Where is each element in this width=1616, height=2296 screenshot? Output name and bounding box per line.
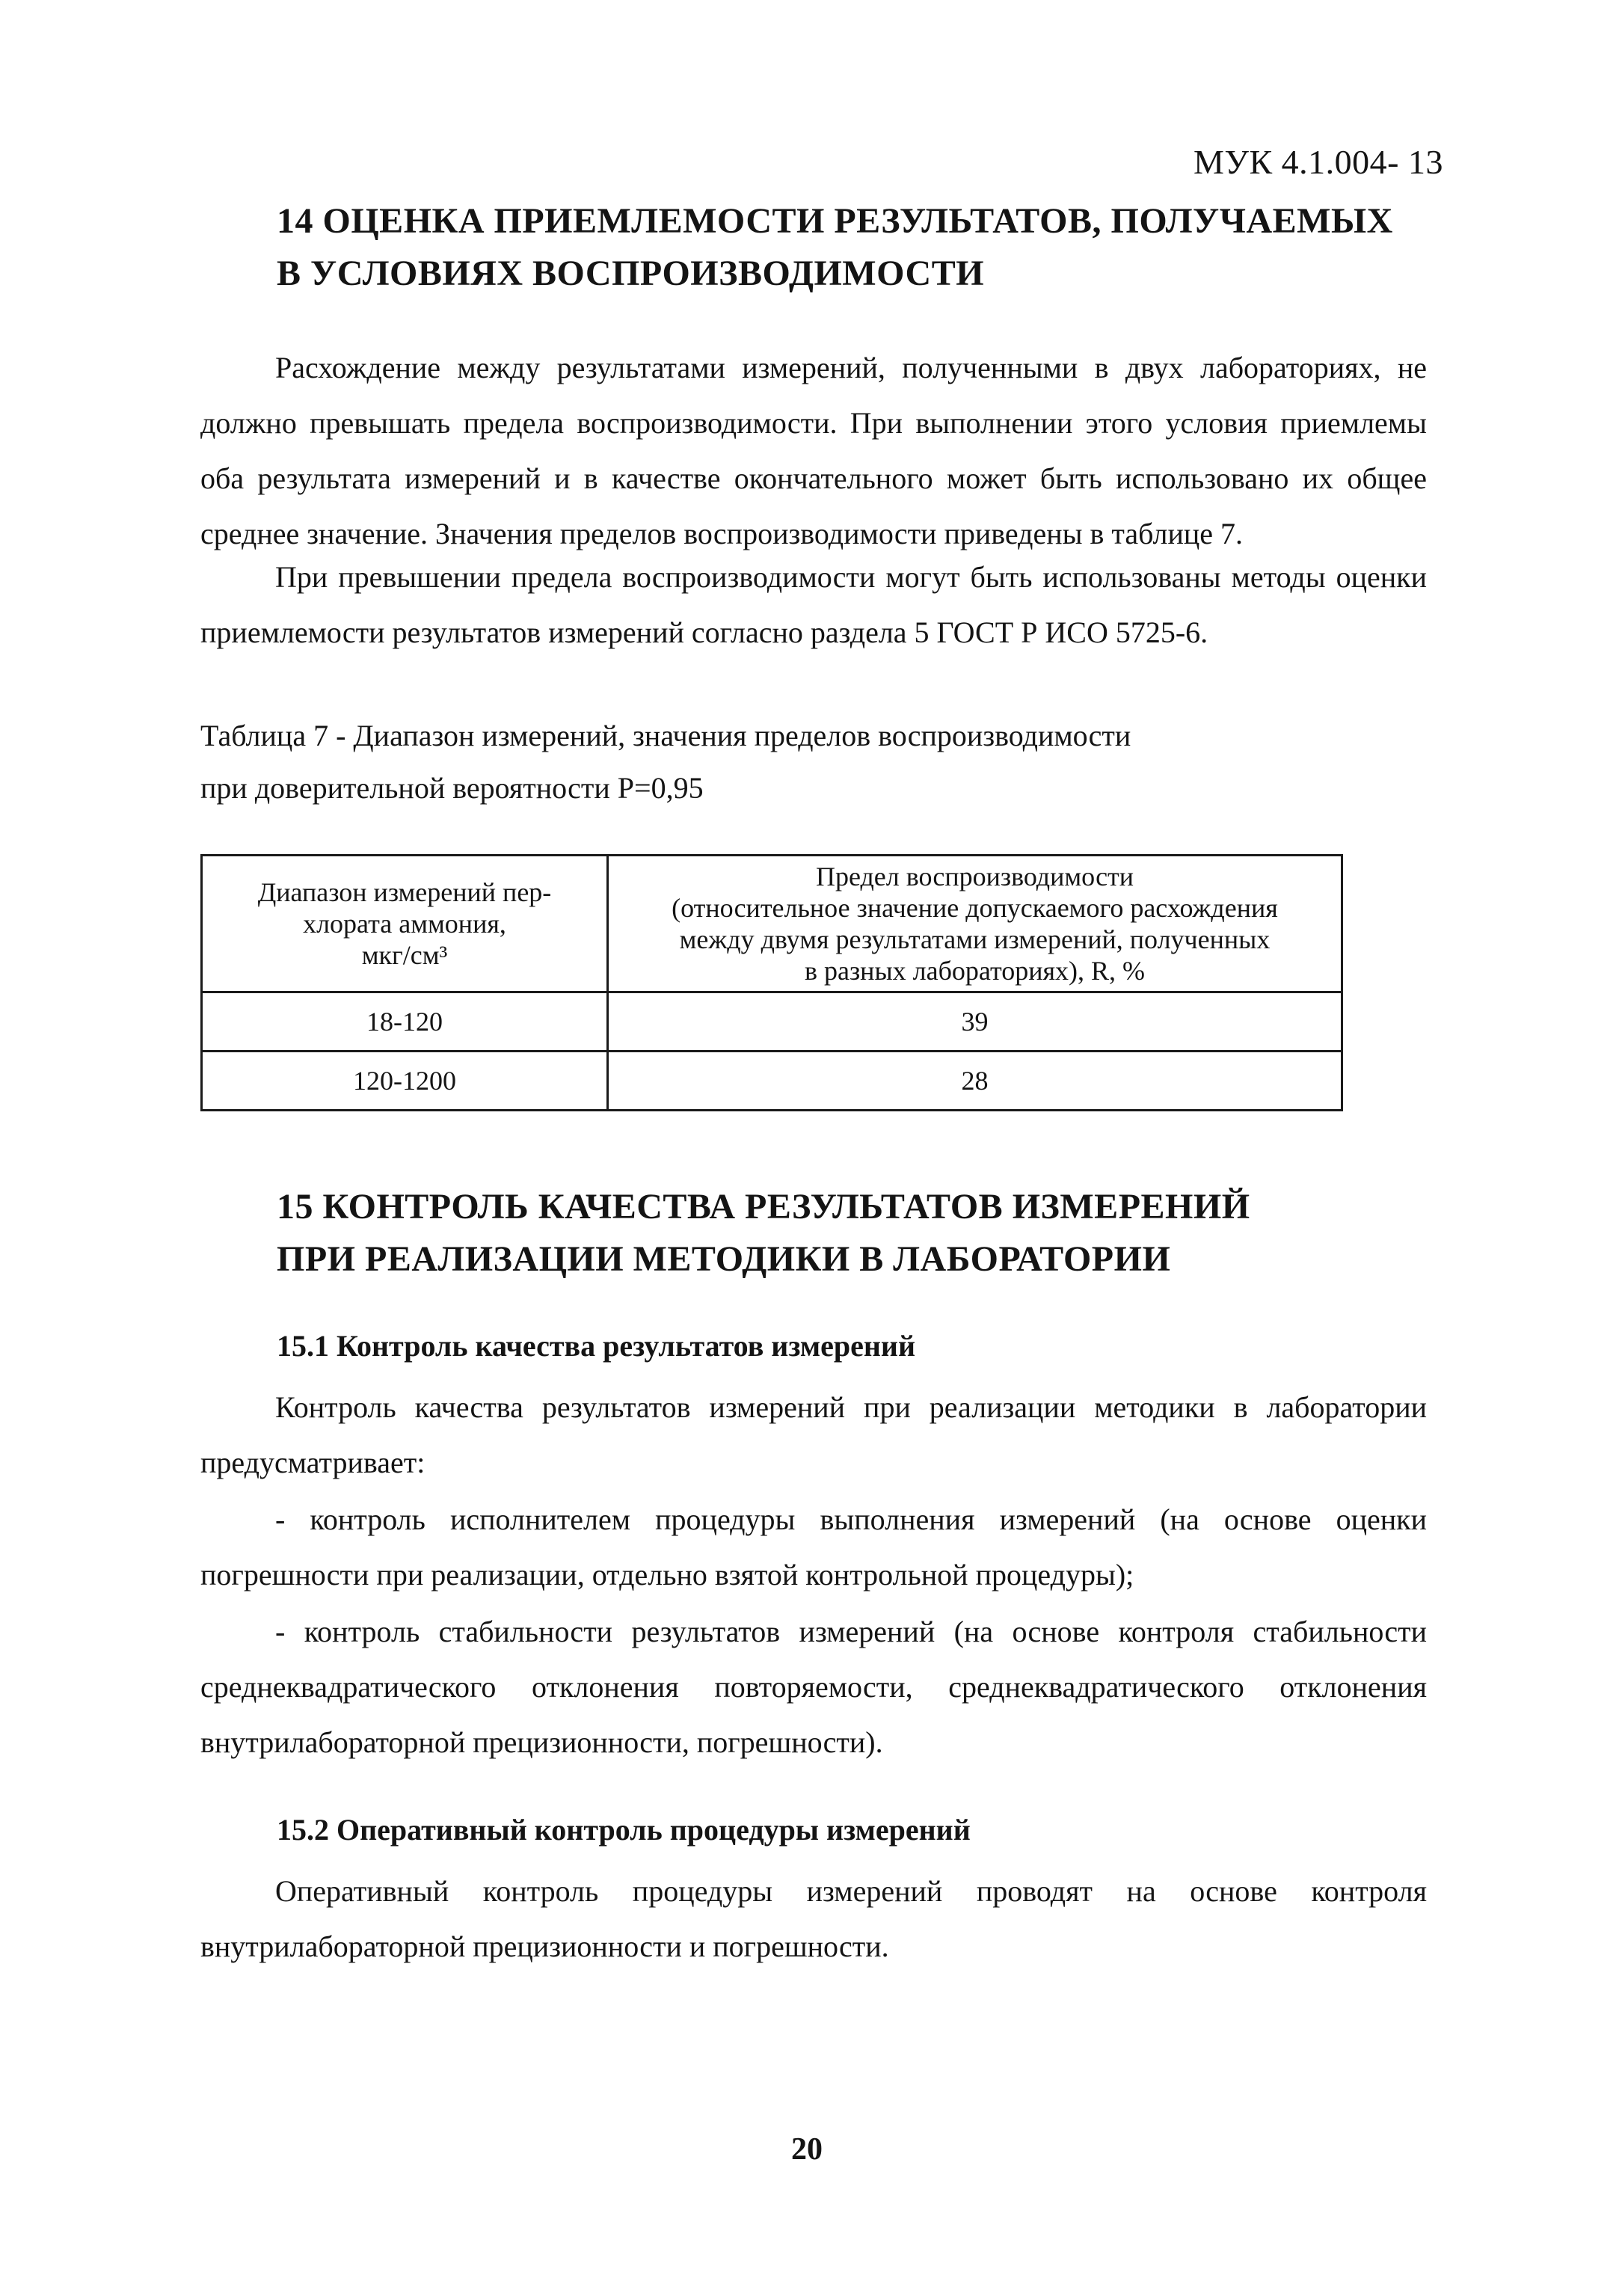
section-15-title-line2: ПРИ РЕАЛИЗАЦИИ МЕТОДИКИ В ЛАБОРАТОРИИ: [277, 1239, 1171, 1279]
table-7-caption-line2: при доверительной вероятности Р=0,95: [200, 771, 704, 805]
header-limit-line3: между двумя результатами измерений, полученных: [679, 924, 1271, 954]
header-range-line3: мкг/см³: [361, 940, 448, 970]
table-row: [202, 1052, 1342, 1111]
page-number: 20: [791, 2132, 823, 2167]
table-7-caption-line1: Таблица 7 - Диапазон измерений, значения пределов воспроизводимости: [200, 719, 1131, 752]
header-range-line2: хлората аммония,: [303, 909, 506, 939]
table-header-limit: [608, 856, 1342, 992]
subsection-15-2-title: 15.2 Оперативный контроль процедуры измерений: [277, 1813, 971, 1847]
table-header-range: [202, 856, 608, 992]
header-limit-line4: в разных лабораториях), R, %: [804, 956, 1146, 986]
subsection-15-1-paragraph: Контроль качества результатов измерений при реализации методики в лаборатории предусматривает:: [200, 1390, 1427, 1479]
subsection-15-1-item-2: - контроль стабильности результатов измерений (на основе контроля стабильности среднеквадратического отклонения повторяемости, среднеквадратического отклонения внутрилабораторной прецизионности, погрешности).: [200, 1615, 1427, 1759]
section-14-title-line2: В УСЛОВИЯХ ВОСПРОИЗВОДИМОСТИ: [277, 254, 985, 293]
header-limit-line1: Предел воспроизводимости: [815, 862, 1134, 891]
table-cell-range: 18-120: [202, 992, 608, 1052]
section-15-title-line1: 15 КОНТРОЛЬ КАЧЕСТВА РЕЗУЛЬТАТОВ ИЗМЕРЕНИЙ: [277, 1187, 1250, 1227]
table-cell-limit: 39: [608, 992, 1342, 1052]
section-14-paragraph-1: Расхождение между результатами измерений, полученными в двух лабораториях, не должно превышать предела воспроизводимости. При выполнении этого условия приемлемы оба результата измерений и в качестве окончательного может быть использовано их общее среднее значение. Значения пределов воспроизводимости приведены в таблице 7.: [200, 351, 1427, 550]
section-14-paragraph-2: При превышении предела воспроизводимости могут быть использованы методы оценки приемлемости результатов измерений согласно раздела 5 ГОСТ Р ИСО 5725-6.: [200, 560, 1427, 649]
subsection-15-1-title: 15.1 Контроль качества результатов измерений: [277, 1329, 915, 1363]
subsection-15-2-paragraph: Оперативный контроль процедуры измерений проводят на основе контроля внутрилабораторной прецизионности и погрешности.: [200, 1874, 1427, 1963]
section-14-title-line1: 14 ОЦЕНКА ПРИЕМЛЕМОСТИ РЕЗУЛЬТАТОВ, ПОЛУЧАЕМЫХ: [277, 201, 1393, 241]
table-cell-limit: 28: [608, 1052, 1342, 1111]
document-code: МУК 4.1.004- 13: [1193, 143, 1443, 181]
header-range-line1: Диапазон измерений пер-: [257, 877, 552, 907]
table-7: [200, 854, 1343, 1111]
header-limit-line2: (относительное значение допускаемого расхождения: [672, 893, 1278, 923]
table-row: [202, 992, 1342, 1052]
table-header-row: [202, 856, 1342, 992]
subsection-15-1-item-1: - контроль исполнителем процедуры выполнения измерений (на основе оценки погрешности при реализации, отдельно взятой контрольной процедуры);: [200, 1502, 1427, 1591]
table-cell-range: 120-1200: [202, 1052, 608, 1111]
